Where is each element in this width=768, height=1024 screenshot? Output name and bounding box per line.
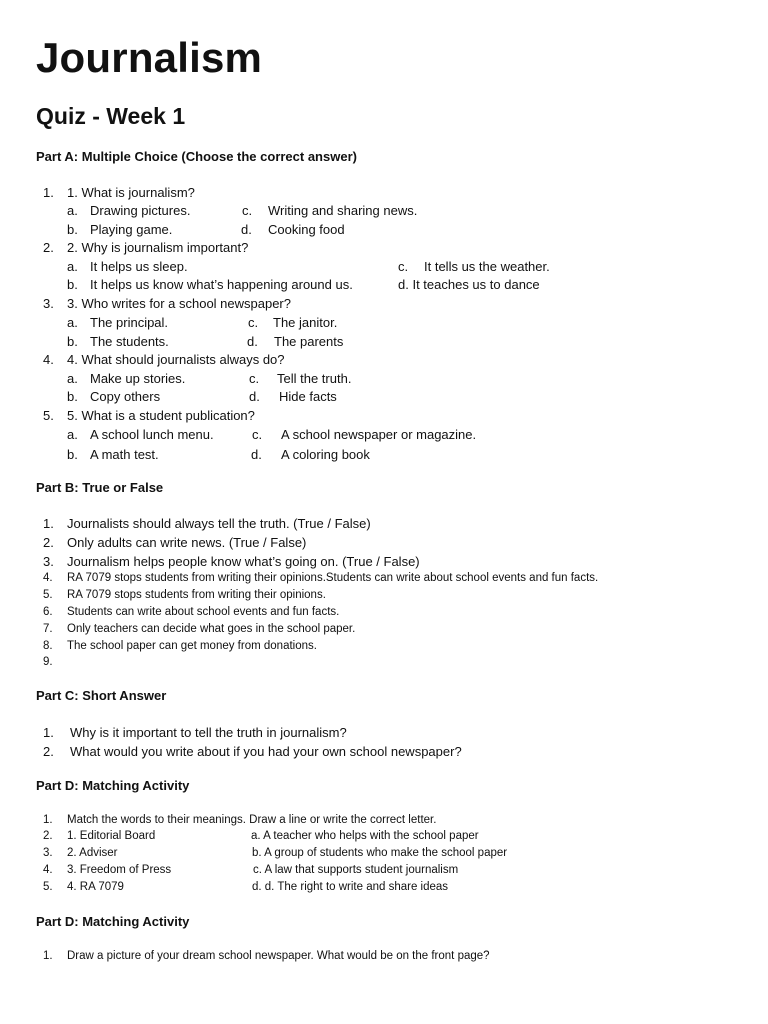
- option-text: Tell the truth.: [277, 371, 352, 386]
- list-number: 3.: [43, 554, 54, 569]
- option-letter: b.: [67, 277, 78, 292]
- list-item: Journalists should always tell the truth. (True / False): [67, 516, 371, 531]
- list-item: RA 7079 stops students from writing their opinions.: [67, 589, 326, 601]
- option-text: Make up stories.: [90, 371, 186, 386]
- option-text: The students.: [90, 334, 169, 349]
- option-text: The principal.: [90, 315, 169, 330]
- list-number: 4.: [43, 864, 53, 876]
- list-number: 2.: [43, 830, 53, 842]
- list-item: The school paper can get money from donations.: [67, 640, 317, 652]
- question-number: 5.: [43, 408, 54, 423]
- matching-term: 4. RA 7079: [67, 881, 124, 893]
- option-letter: a.: [67, 315, 78, 330]
- option-letter: c.: [398, 259, 409, 274]
- option-text: A school newspaper or magazine.: [281, 427, 477, 442]
- question-text: 3. Who writes for a school newspaper?: [67, 296, 291, 311]
- list-item: Draw a picture of your dream school newspaper. What would be on the front page?: [67, 950, 490, 962]
- list-item: Journalism helps people know what’s going on. (True / False): [67, 554, 420, 569]
- matching-term: 1. Editorial Board: [67, 830, 156, 842]
- question-number: 2.: [43, 240, 54, 255]
- list-number: 1.: [43, 814, 53, 826]
- option-letter: b.: [67, 222, 78, 237]
- list-number: 5.: [43, 589, 53, 601]
- list-number: 8.: [43, 640, 53, 652]
- option-letter: d.: [251, 447, 262, 462]
- matching-definition: a. A teacher who helps with the school paper: [251, 830, 479, 842]
- option-letter: c.: [249, 371, 260, 386]
- option-text: The janitor.: [273, 315, 338, 330]
- list-number: 7.: [43, 623, 53, 635]
- part-c-heading: Part C: Short Answer: [36, 688, 167, 703]
- option-text: Drawing pictures.: [90, 203, 191, 218]
- option-text: It helps us know what’s happening around us.: [90, 277, 353, 292]
- option-letter: c.: [242, 203, 253, 218]
- list-item: RA 7079 stops students from writing their opinions.Students can write about school events and fun facts.: [67, 572, 599, 584]
- part-a-heading: Part A: Multiple Choice (Choose the correct answer): [36, 149, 357, 164]
- list-number: 2.: [43, 535, 54, 550]
- option-text: It tells us the weather.: [424, 259, 550, 274]
- option-text: Hide facts: [279, 389, 337, 404]
- option-text: Writing and sharing news.: [268, 203, 418, 218]
- part-e-heading: Part D: Matching Activity: [36, 914, 190, 929]
- list-number: 1.: [43, 950, 53, 962]
- list-number: 1.: [43, 516, 54, 531]
- question-number: 3.: [43, 296, 54, 311]
- list-number: 5.: [43, 881, 53, 893]
- matching-definition: c. A law that supports student journalism: [253, 864, 459, 876]
- option-letter: a.: [67, 427, 78, 442]
- option-text: A math test.: [90, 447, 159, 462]
- option-text: A school lunch menu.: [90, 427, 214, 442]
- option-text: d. It teaches us to dance: [398, 277, 540, 292]
- part-d-heading: Part D: Matching Activity: [36, 778, 190, 793]
- question-number: 1.: [43, 185, 54, 200]
- option-letter: c.: [248, 315, 259, 330]
- matching-definition: b. A group of students who make the school paper: [252, 847, 508, 859]
- question-number: 4.: [43, 352, 54, 367]
- part-b-heading: Part B: True or False: [36, 480, 164, 495]
- list-item: Match the words to their meanings. Draw a line or write the correct letter.: [67, 814, 437, 826]
- list-item: Students can write about school events and fun facts.: [67, 606, 340, 618]
- option-letter: d.: [241, 222, 252, 237]
- option-text: It helps us sleep.: [90, 259, 188, 274]
- document-title: Journalism: [36, 34, 263, 81]
- list-number: 3.: [43, 847, 53, 859]
- option-text: Cooking food: [268, 222, 345, 237]
- option-letter: a.: [67, 259, 78, 274]
- option-letter: b.: [67, 334, 78, 349]
- list-item: Only teachers can decide what goes in the school paper.: [67, 623, 356, 635]
- question-text: 5. What is a student publication?: [67, 408, 255, 423]
- list-item: Why is it important to tell the truth in journalism?: [70, 725, 347, 740]
- option-text: The parents: [274, 334, 344, 349]
- list-item: Only adults can write news. (True / False): [67, 535, 307, 550]
- list-number: 6.: [43, 606, 53, 618]
- matching-term: 2. Adviser: [67, 847, 118, 859]
- option-text: A coloring book: [281, 447, 370, 462]
- question-text: 4. What should journalists always do?: [67, 352, 285, 367]
- document-subtitle: Quiz - Week 1: [36, 103, 186, 129]
- question-text: 2. Why is journalism important?: [67, 240, 249, 255]
- option-letter: c.: [252, 427, 263, 442]
- option-letter: d.: [247, 334, 258, 349]
- option-letter: a.: [67, 203, 78, 218]
- list-item: What would you write about if you had your own school newspaper?: [70, 744, 462, 759]
- question-text: 1. What is journalism?: [67, 185, 195, 200]
- option-text: Copy others: [90, 389, 161, 404]
- matching-term: 3. Freedom of Press: [67, 864, 172, 876]
- option-letter: b.: [67, 389, 78, 404]
- list-number: 9.: [43, 656, 53, 668]
- option-letter: b.: [67, 447, 78, 462]
- option-text: Playing game.: [90, 222, 173, 237]
- list-number: 4.: [43, 572, 53, 584]
- matching-definition: d. d. The right to write and share ideas: [252, 881, 449, 893]
- option-letter: a.: [67, 371, 78, 386]
- list-number: 2.: [43, 744, 54, 759]
- list-number: 1.: [43, 725, 54, 740]
- option-letter: d.: [249, 389, 260, 404]
